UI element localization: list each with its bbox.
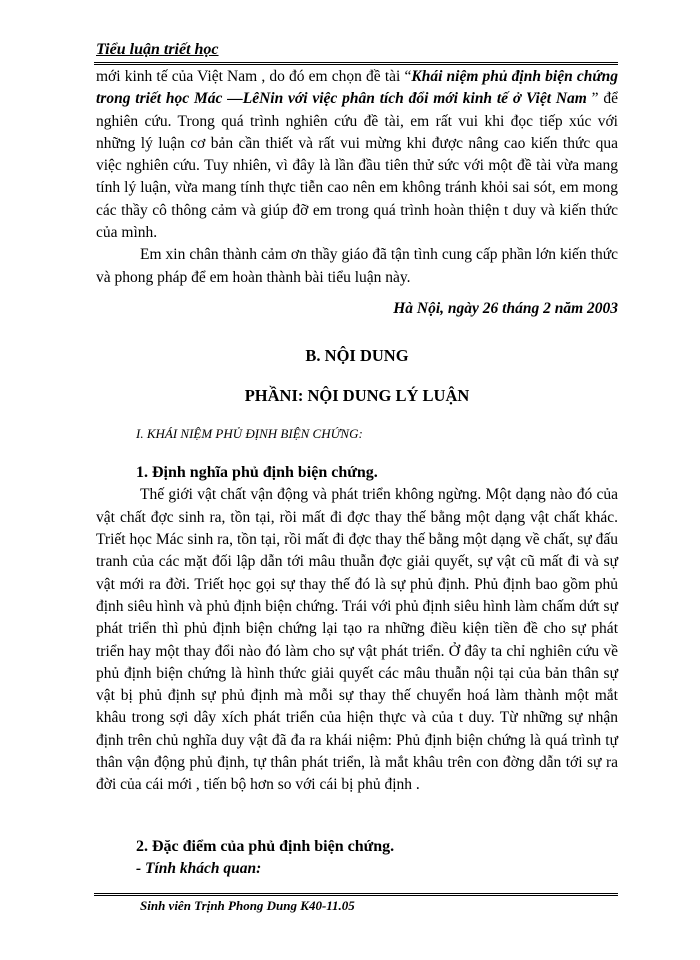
subheading-definition: 1. Định nghĩa phủ định biện chứng. [136,464,378,482]
intro-paragraph [96,66,618,244]
objectivity-item: - Tính khách quan: [136,859,262,877]
topic-title: Khái niệm phủ định biện chứng trong triết học Mác —LêNin với việc phân tích đổi mới kinh tế ở Việt Nam [96,68,619,108]
intro-line-end: ” để nghiên cứu. Trong quá trình nghiên cứu đề tài, em rất vui khi đọc tiếp xúc với những lý luận cơ bản cần thiết và rất vui mừng khi được nâng cao kiến thức qua việc nghiên cứu. Tuy nhiên, vì đây là lần đầu tiên thử sức với một đề tài vừa mang tính lý luận, vừa mang tính thực tiễn cao nên em không tránh khỏi sai sót, em mong các thầy cô thông cảm và giúp đỡ em trong quá trình hoàn thiện t duy và kiến thức của mình. [96,90,618,242]
date-line: Hà Nội, ngày 26 tháng 2 năm 2003 [393,299,618,317]
intro-line-start: mới kinh tế của Việt Nam , do đó em chọn đề tài “ [96,68,412,85]
document-body [96,66,618,880]
header-title: Tiểu luận triết học [96,41,219,58]
heading-part-one: PHẦNI: NỘI DUNG LÝ LUẬN [244,385,470,405]
thanks-paragraph: Em xin chân thành cảm ơn thầy giáo đã tận tình cung cấp phần lớn kiến thức và phong pháp để em hoàn thành bài tiểu luận này. [96,246,618,286]
definition-paragraph: Thế giới vật chất vận động và phát triển không ngừng. Một dạng nào đó của vật chất đợc sinh ra, tồn tại, rồi mất đi đợc thay thế bằng một dạng vật chất khác. Triết học Mác sinh ra, tồn tại, rồi mất đi đợc thay thế bằng một dạng về chất, sự đấu tranh của các mặt đối lập dẫn tới mâu thuẫn đợc giải quyết, sự vật cũ mất đi và sự vật mới ra đời. Triết học gọi sự thay thế đó là sự phủ định. Phủ định bao gồm phủ định siêu hình và phủ định biện chứng. Trái với phủ định siêu hình làm chấm dứt sự phát triển thì phủ định biện chứng lại tạo ra những điều kiện tiền đề cho sự phát triển hay một thay đổi nào đó làm cho sự vật phát triển. Ở đây ta chỉ nghiên cứu về phủ định biện chứng là hình thức giải quyết các mâu thuẫn nội tại của bản thân sự vật bị phủ định sự phủ định mà mỗi sự thay thế chuyển hoá làm thành một mắt khâu trong sợi dây xích phát triển của hiện thực và của t duy. Từ những sự nhận định trên chủ nghĩa duy vật đã đa ra khái niệm: Phủ định biện chứng là quá trình tự thân vận động phủ định, tự thân phát triển, là mắt khâu trên con đờng dẫn tới sự ra đời của cái mới , tiến bộ hơn so với cái bị phủ định . [96,486,618,794]
footer-rule [94,893,618,896]
header-rule [94,62,618,65]
heading-content: B. NỘI DUNG [305,346,409,366]
subheading-characteristics: 2. Đặc điểm của phủ định biện chứng. [136,837,395,855]
section-heading: I. KHÁI NIỆM PHỦ ĐỊNH BIỆN CHỨNG: [136,425,363,441]
footer-text: Sinh viên Trịnh Phong Dung K40-11.05 [140,898,355,913]
